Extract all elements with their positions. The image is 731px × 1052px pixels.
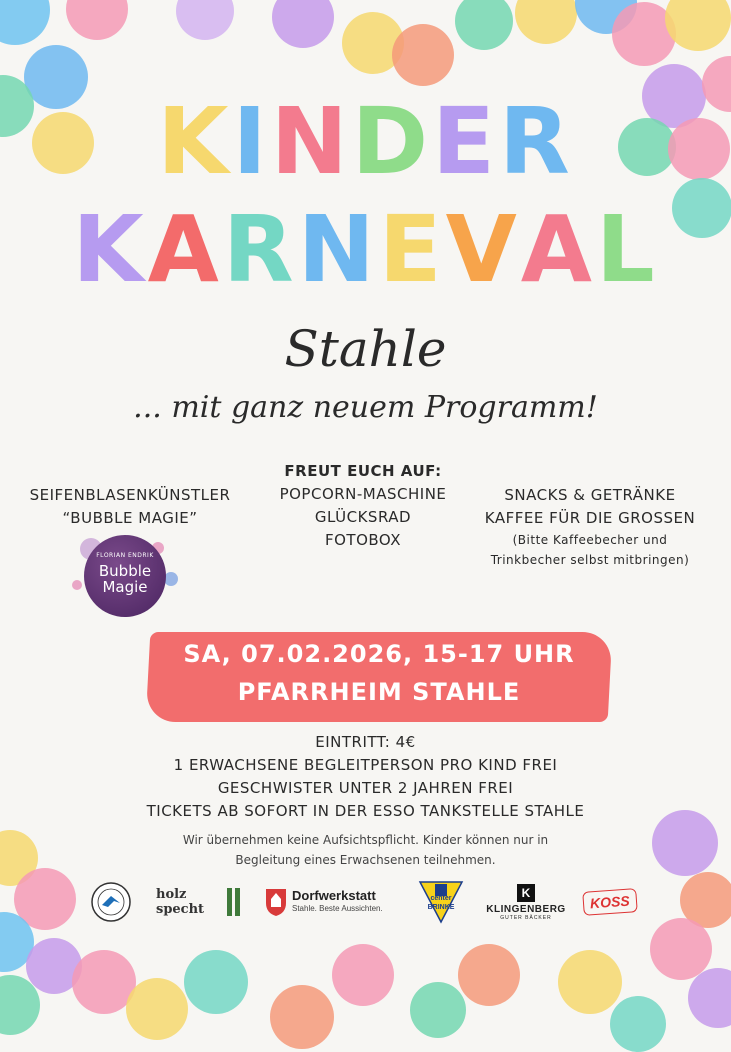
left-column bbox=[20, 484, 240, 530]
info-line: TICKETS AB SOFORT IN DER ESSO TANKSTELLE STAHLE bbox=[146, 802, 585, 820]
title-letter: L bbox=[595, 196, 659, 303]
title-letter: I bbox=[232, 88, 271, 195]
sponsor-klingenberg bbox=[480, 880, 572, 924]
klingenberg-sub: GUTER BÄCKER bbox=[500, 914, 552, 921]
bubble-logo-line2: Magie bbox=[102, 578, 148, 596]
disclaimer-line-1: Wir übernehmen keine Aufsichtspflicht. Kinder können nur in bbox=[182, 833, 549, 847]
right-note-1: (Bitte Kaffeebecher und bbox=[512, 533, 668, 547]
right-line-2: KAFFEE FÜR DIE GROSSEN bbox=[484, 509, 696, 527]
klingenberg-k-icon: K bbox=[517, 884, 535, 902]
title-letter: D bbox=[351, 88, 433, 195]
info-line: 1 ERWACHSENE BEGLEITPERSON PRO KIND FREI bbox=[173, 756, 558, 774]
title-letter: N bbox=[270, 88, 352, 195]
title-letter: N bbox=[297, 196, 379, 303]
holzspecht-logo: holz specht bbox=[156, 887, 205, 917]
bubble-logo-line1: Bubble bbox=[98, 562, 152, 580]
title-letter: E bbox=[432, 88, 499, 195]
title-letter: A bbox=[147, 196, 223, 303]
title-line-1 bbox=[0, 88, 731, 195]
title-letter: V bbox=[445, 196, 521, 303]
bubble-logo-small: FLORIAN ENDRIK bbox=[96, 552, 154, 559]
disclaimer-line-2: Begleitung eines Erwachsenen teilnehmen. bbox=[235, 853, 496, 867]
middle-line-1: POPCORN-MASCHINE bbox=[279, 485, 447, 503]
edeka-line2: BRINKE bbox=[427, 904, 455, 911]
city-name: Stahle bbox=[284, 320, 447, 378]
sponsor-holzspecht bbox=[156, 880, 240, 924]
info-line: GESCHWISTER UNTER 2 JAHREN FREI bbox=[217, 779, 514, 797]
tagline: ... mit ganz neuem Programm! bbox=[133, 390, 598, 425]
right-note-2: Trinkbecher selbst mitbringen) bbox=[490, 553, 690, 567]
entry-price: EINTRITT: 4€ bbox=[315, 733, 416, 751]
middle-line-3: FOTOBOX bbox=[324, 531, 402, 549]
banner-date: SA, 07.02.2026, 15-17 UHR bbox=[183, 640, 575, 668]
right-line-1: SNACKS & GETRÄNKE bbox=[504, 486, 676, 504]
middle-line-2: GLÜCKSRAD bbox=[314, 508, 412, 526]
sponsor-service-logo bbox=[88, 880, 134, 924]
middle-column bbox=[258, 460, 468, 552]
dorfwerkstatt-slogan: Stahle. Beste Aussichten. bbox=[292, 904, 383, 913]
title-letter: E bbox=[378, 196, 446, 303]
title-letter: R bbox=[222, 196, 298, 303]
disclaimer bbox=[140, 830, 591, 870]
title-letter: K bbox=[72, 196, 148, 303]
title-letter: R bbox=[498, 88, 574, 195]
sponsor-edeka-brinke bbox=[416, 880, 466, 924]
edeka-triangle-icon bbox=[418, 880, 464, 924]
title-line-2 bbox=[0, 196, 731, 303]
left-line-2: “BUBBLE MAGIE” bbox=[62, 509, 198, 527]
edeka-line1: center bbox=[430, 895, 452, 902]
holzspecht-mark-icon bbox=[227, 888, 240, 916]
koss-logo: KOSS bbox=[589, 892, 631, 912]
sponsor-koss bbox=[582, 880, 638, 924]
klingenberg-name: KLINGENBERG bbox=[486, 903, 566, 915]
banner-location: PFARRHEIM STAHLE bbox=[237, 678, 521, 706]
title-letter: K bbox=[157, 88, 233, 195]
sponsor-dorfwerkstatt bbox=[264, 880, 404, 924]
right-column bbox=[470, 484, 710, 570]
dorfwerkstatt-shield-icon bbox=[264, 887, 288, 917]
middle-heading: FREUT EUCH AUF: bbox=[284, 462, 442, 480]
left-line-1: SEIFENBLASENKÜNSTLER bbox=[29, 486, 231, 504]
service-seal-icon bbox=[90, 881, 132, 923]
title-letter: A bbox=[520, 196, 596, 303]
dorfwerkstatt-name: Dorfwerkstatt bbox=[292, 888, 376, 903]
